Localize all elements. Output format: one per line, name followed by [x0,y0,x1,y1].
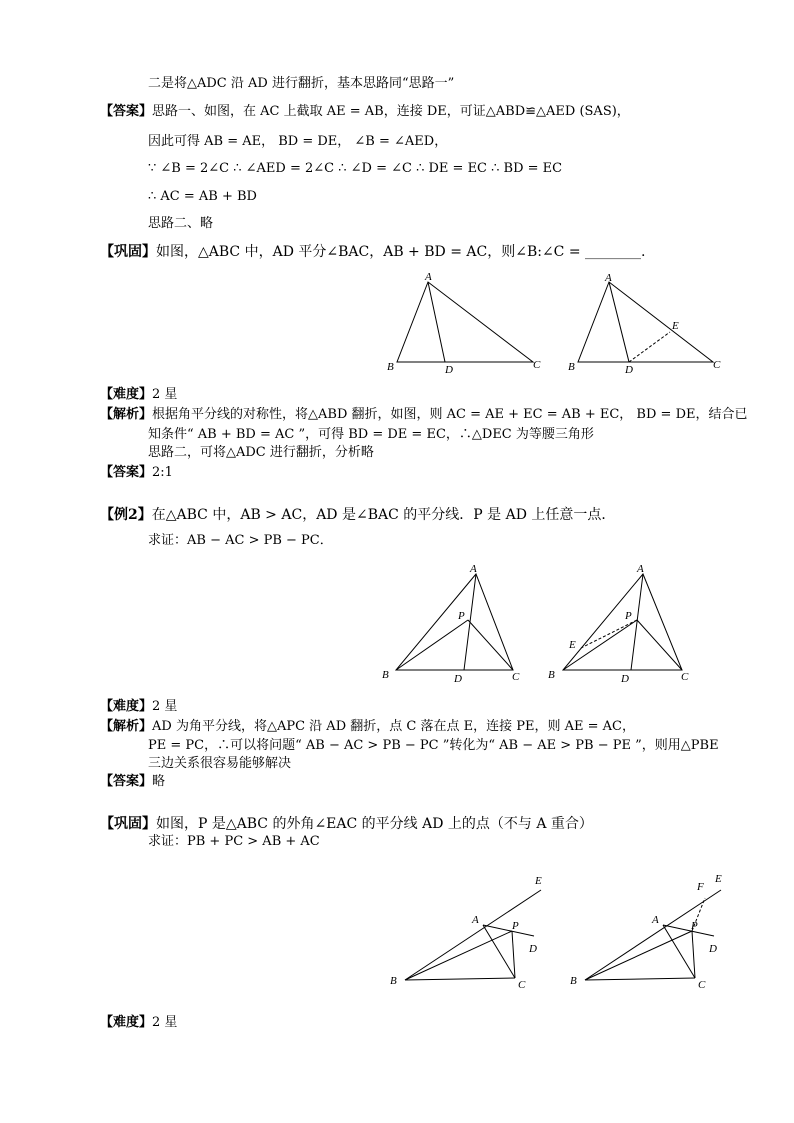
triangle-abc [396,574,513,670]
label-a: A [652,914,659,926]
figure-g2-b [565,868,735,998]
label-e: E [569,639,576,651]
answer-value: 略 [152,774,166,789]
answer-line-3: ∵ ∠B = 2∠C ∴ ∠AED = 2∠C ∴ ∠D = ∠C ∴ DE = EC ∴ BD = EC [148,161,563,176]
label-d: D [625,364,633,376]
example-2 [100,507,615,523]
figure-ex2-a [380,562,530,687]
analysis-tag: 【解析】 [100,407,153,422]
difficulty-value: 2 星 [152,699,178,714]
segment-pe [581,620,637,648]
label-c: C [533,359,541,371]
consolidate-2-text: 如图，P 是△ABC 的外角∠EAC 的平分线 AD 上的点（不与 A 重合） [156,816,593,832]
ray-be [585,890,721,980]
label-d: D [454,673,462,685]
label-f: F [697,881,704,893]
analysis-line-1: 根据角平分线的对称性，将△ABD 翻折，如图，则 AC = AE + EC = AB + EC， BD = DE，结合已 [152,407,748,422]
segment-pc [637,620,682,670]
label-c: C [512,671,520,683]
analysis-line-1: AD 为角平分线，将△APC 沿 AD 翻折，点 C 落在点 E，连接 PE，则 AE = AC， [152,719,635,734]
answer-3 [100,774,165,790]
label-p: P [458,610,465,622]
example-2-prove: 求证：AB − AC > PB − PC． [148,533,333,548]
label-p: P [691,920,698,932]
segment-pb [405,931,512,980]
answer-value: 2:1 [152,465,173,480]
figure-g2-a [385,868,555,998]
label-e: E [672,320,679,332]
segment-bc [405,978,515,980]
consolidate-2-prove: 求证：PB + PC > AB + AC [148,834,320,849]
label-a: A [425,271,432,283]
label-e: E [535,875,542,887]
bisector-ad [663,925,714,936]
segment-ac [483,925,515,978]
difficulty-1 [100,387,177,403]
analysis-line-3: 思路二，可将△ADC 进行翻折，分析略 [148,445,374,460]
label-p: P [512,920,519,932]
analysis-line-3: 三边关系很容易能够解决 [148,756,292,771]
label-b: B [568,361,575,373]
analysis-line-2: 知条件“ AB + BD = AC ”，可得 BD = DE = EC，∴△DEC 为等腰三角形 [148,427,594,442]
label-d: D [445,364,453,376]
segment-pc [468,620,513,670]
label-c: C [698,979,706,991]
difficulty-value: 2 星 [152,1015,178,1030]
answer-line-4: ∴ AC = AB + BD [148,189,257,204]
answer-line-1: 思路一、如图，在 AC 上截取 AE = AB，连接 DE，可证△ABD≌△AED (SAS)， [152,104,630,119]
answer-tag: 【答案】 [100,465,153,480]
label-e: E [715,873,722,885]
analysis-2 [100,719,635,735]
label-d: D [621,673,629,685]
example-tag: 【例2】 [100,507,152,523]
label-b: B [548,669,555,681]
bisector-ad [631,574,643,670]
label-d: D [709,943,717,955]
label-b: B [570,975,577,987]
answer-block-1 [100,104,630,120]
segment-pb [585,931,692,980]
analysis-tag: 【解析】 [100,719,153,734]
label-b: B [390,975,397,987]
label-c: C [518,979,526,991]
label-c: C [681,671,689,683]
consolidate-1 [100,244,645,260]
bisector-ad [483,925,534,936]
triangle-abc [397,282,533,362]
label-p: P [625,610,632,622]
answer-line-2: 因此可得 AB = AE， BD = DE， ∠B = ∠AED， [148,134,448,149]
difficulty-value: 2 星 [152,387,178,402]
difficulty-3 [100,1015,177,1031]
consolidate-tag: 【巩固】 [100,816,156,832]
label-d: D [529,943,537,955]
ray-be [405,890,541,980]
label-c: C [713,359,721,371]
segment-ac [663,925,695,978]
consolidate-1-text: 如图，△ABC 中，AD 平分∠BAC，AB + BD = AC，则∠B:∠C = ________. [156,244,646,260]
label-a: A [605,272,612,284]
segment-pc [512,931,515,978]
intro-text: 二是将△ADC 沿 AD 进行翻折，基本思路同“思路一” [148,76,455,91]
label-a: A [637,563,644,575]
label-a: A [470,563,477,575]
answer-tag: 【答案】 [100,774,153,789]
figure-ex2-b [545,562,700,687]
segment-bc [585,978,695,980]
segment-de [629,332,670,362]
segment-pc [692,931,695,978]
figure-triangle-abc-fold-1 [565,270,735,380]
answer-2 [100,465,173,481]
label-b: B [382,669,389,681]
analysis-1 [100,407,747,423]
consolidate-tag: 【巩固】 [100,244,156,260]
answer-tag: 【答案】 [100,104,153,119]
bisector-ad [609,282,629,362]
difficulty-2 [100,699,177,715]
analysis-line-2: PE = PC，∴可以将问题“ AB − AC > PB − PC ”转化为“ AB − AE > PB − PE ”，则用△PBE [148,738,719,753]
figure-triangle-abc-1 [385,270,555,380]
difficulty-tag: 【难度】 [100,387,153,402]
label-b: B [387,361,394,373]
answer-line-5: 思路二、略 [148,216,214,231]
difficulty-tag: 【难度】 [100,1015,153,1030]
difficulty-tag: 【难度】 [100,699,153,714]
example-2-text: 在△ABC 中，AB > AC，AD 是∠BAC 的平分线．P 是 AD 上任意一点． [151,507,616,523]
consolidate-2 [100,816,593,832]
label-a: A [472,914,479,926]
triangle-abc [563,574,682,670]
bisector-ad [428,282,445,362]
